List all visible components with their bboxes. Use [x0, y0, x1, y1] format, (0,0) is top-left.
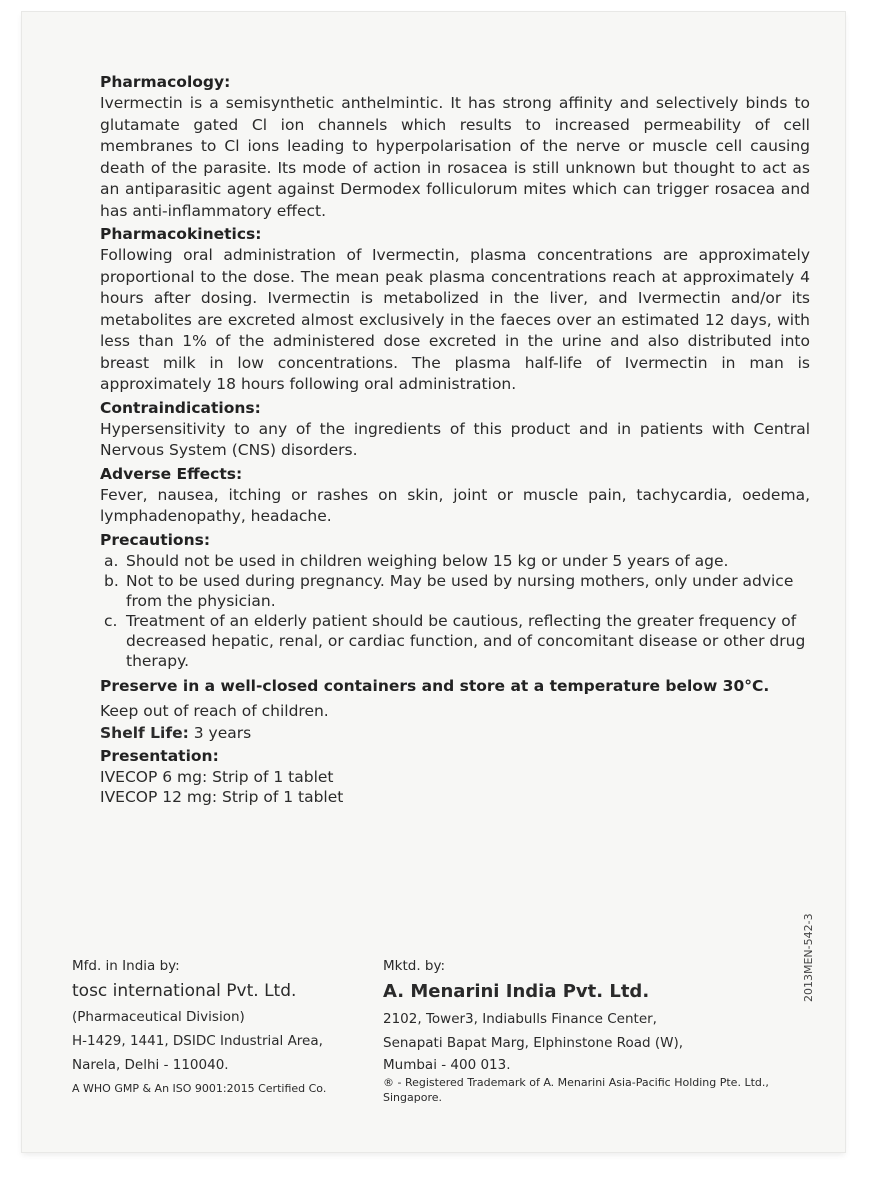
- list-letter: b.: [104, 571, 119, 590]
- list-text: Not to be used during pregnancy. May be used by nursing mothers, only under advice from the physician.: [126, 571, 794, 610]
- section-adverse-effects: [100, 464, 810, 528]
- list-item: [100, 551, 810, 571]
- section-heading: Adverse Effects:: [100, 464, 243, 483]
- section-contraindications: [100, 398, 810, 462]
- section-body: Ivermectin is a semisynthetic anthelmintic. It has strong affinity and selectively binds to glutamate gated Cl ion channels which results to increased permeability of cell membranes to Cl ions leading to hyperpolarisation of the nerve or muscle cell causing death of the parasite. Its mode of action in rosacea is still unknown but thought to act as an antiparasitic agent against Dermodex folliculorum mites which can trigger rosacea and has anti-inflammatory effect.: [100, 94, 810, 220]
- list-letter: c.: [104, 611, 118, 630]
- list-letter: a.: [104, 551, 119, 570]
- marketer-company: A. Menarini India Pvt. Ltd.: [383, 981, 650, 1002]
- manufacturer-label: Mfd. in India by:: [72, 958, 180, 974]
- marketer-address-2: Senapati Bapat Marg, Elphinstone Road (W),: [383, 1035, 684, 1051]
- section-heading: Contraindications:: [100, 398, 261, 417]
- section-heading: Pharmacokinetics:: [100, 225, 262, 243]
- marketer-block: [383, 955, 793, 1105]
- section-precautions: [100, 530, 810, 671]
- manufacturer-certification: A WHO GMP & An ISO 9001:2015 Certified Co.: [72, 1082, 327, 1095]
- manufacturer-block: [72, 955, 377, 1096]
- presentation-item: IVECOP 12 mg: Strip of 1 tablet: [100, 787, 344, 806]
- shelf-life-label: Shelf Life:: [100, 723, 189, 742]
- section-heading: Presentation:: [100, 746, 219, 765]
- list-item: [100, 611, 810, 671]
- section-heading: Precautions:: [100, 530, 211, 549]
- section-body: Following oral administration of Ivermectin, plasma concentrations are approximately proportional to the dose. The mean peak plasma concentrations reach at approximately 4 hours after dosing. Ivermectin is metabolized in the liver, and Ivermectin and/or its metabolites are excreted almost exclusively in the faeces over an estimated 12 days, with less than 1% of the administered dose excreted in the urine and also distributed into breast milk in low concentrations. The plasma half-life of Ivermectin in man is approximately 18 hours following oral administration.: [100, 246, 810, 393]
- section-presentation: [100, 746, 810, 807]
- manufacturer-division: (Pharmaceutical Division): [72, 1009, 245, 1025]
- list-text: Treatment of an elderly patient should be cautious, reflecting the greater frequency of decreased hepatic, renal, or cardiac function, and of concomitant disease or other drug therapy.: [126, 611, 806, 670]
- precautions-list: [100, 551, 810, 671]
- marketer-address-3: Mumbai - 400 013.: [383, 1057, 511, 1073]
- section-pharmacokinetics: [100, 224, 810, 396]
- storage-instructions: Preserve in a well-closed containers and store at a temperature below 30°C.: [100, 676, 770, 695]
- marketer-label: Mktd. by:: [383, 958, 446, 974]
- manufacturer-company: tosc international Pvt. Ltd.: [72, 981, 297, 1001]
- list-text: Should not be used in children weighing below 15 kg or under 5 years of age.: [126, 551, 729, 570]
- trademark-notice: ® - Registered Trademark of A. Menarini Asia-Pacific Holding Pte. Ltd., Singapore.: [383, 1076, 769, 1104]
- keep-out-notice: Keep out of reach of children.: [100, 701, 329, 720]
- shelf-life: [100, 722, 810, 744]
- section-body: Fever, nausea, itching or rashes on skin, joint or muscle pain, tachycardia, oedema, lymphadenopathy, headache.: [100, 485, 810, 525]
- section-pharmacology: [100, 72, 810, 222]
- presentation-item: IVECOP 6 mg: Strip of 1 tablet: [100, 767, 334, 786]
- manufacturer-address-2: Narela, Delhi - 110040.: [72, 1057, 229, 1073]
- leaflet-content: [100, 72, 810, 807]
- shelf-life-value: 3 years: [193, 723, 252, 742]
- document-code: 2013MEN-542-3: [802, 913, 815, 1002]
- section-heading: Pharmacology:: [100, 73, 231, 91]
- list-item: [100, 571, 810, 611]
- section-body: Hypersensitivity to any of the ingredients of this product and in patients with Central Nervous System (CNS) disorders.: [100, 419, 810, 459]
- manufacturer-address-1: H-1429, 1441, DSIDC Industrial Area,: [72, 1033, 323, 1049]
- marketer-address-1: 2102, Tower3, Indiabulls Finance Center,: [383, 1011, 657, 1027]
